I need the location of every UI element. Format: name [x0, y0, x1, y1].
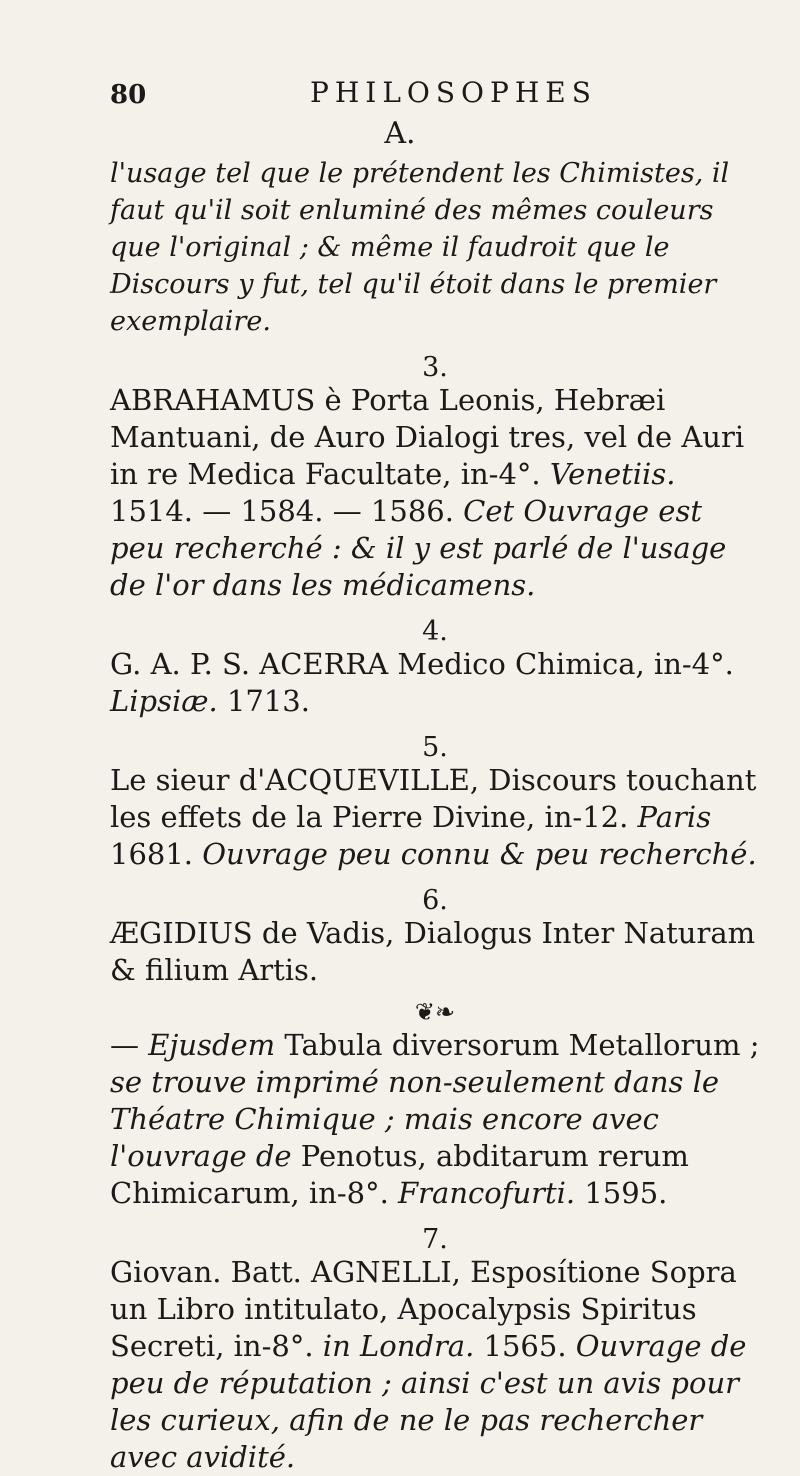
entry-author: ACERRA	[259, 647, 389, 681]
entry-dates: 1713.	[217, 684, 310, 718]
entry-prefix: Le sieur d'	[110, 763, 266, 797]
entry-author: ABRAHAMUS	[110, 383, 316, 417]
page-content	[110, 155, 760, 1476]
subentry-ejusdem: Ejusdem	[148, 1028, 276, 1062]
page-number: 80	[110, 80, 147, 110]
subentry-dash: —	[110, 1028, 149, 1062]
subentry-title: Tabula diversorum Metallorum ;	[275, 1028, 760, 1062]
subentry-title-2: Penotus, abditarum rerum Chimicarum, in-8°.	[110, 1139, 689, 1210]
entry-number: 7.	[422, 1224, 448, 1255]
subentry-dates: 1595.	[575, 1176, 668, 1210]
entry-number: 5.	[422, 732, 448, 763]
entry-place: Venetiis.	[540, 457, 676, 491]
entry-place: Paris	[628, 800, 712, 834]
ornament-icon: ❦❧	[414, 998, 456, 1026]
page-header	[110, 76, 750, 120]
entry-author: AGNELLI	[311, 1255, 452, 1289]
entry-dates: 1681.	[110, 837, 194, 871]
entry-title: de Vadis, Dialogus Inter Naturam & filium Artis.	[110, 916, 756, 987]
entry-note: Cet Ouvrage est peu recherché : & il y est parlé de l'usage de l'or dans les médicamens.	[110, 494, 727, 602]
entry-prefix: G. A. P. S.	[110, 647, 260, 681]
entry-note: Ouvrage peu connu & peu recherché.	[193, 837, 757, 871]
bibliography-entry	[110, 1254, 760, 1476]
entry-title: , Discours touchant les effets de la Pierre Divine, in-12.	[110, 763, 757, 834]
entry-place: in Londra.	[313, 1329, 475, 1363]
bibliography-entry	[110, 915, 760, 989]
entry-dates: 1514. — 1584. — 1586.	[110, 494, 454, 528]
intro-paragraph: l'usage tel que le prétendent les Chimistes, il faut qu'il soit enluminé des mêmes couleurs que l'original ; & même il faudroit que le Discours y fut, tel qu'il étoit dans le premier exemplaire.	[110, 158, 730, 337]
entry-author: ÆGIDIUS	[110, 916, 253, 950]
entry-note: Ouvrage de peu de réputation ; ainsi c'est un avis pour les curieux, afin de ne le pas rechercher avec avidité.	[110, 1329, 747, 1474]
entry-title: Medico Chimica, in-4°.	[388, 647, 734, 681]
entry-number: 4.	[422, 616, 448, 647]
entry-title: , Esposítione Sopra un Libro intitulato, Apocalypsis Spiritus Secreti, in-8°.	[110, 1255, 737, 1363]
bibliography-entry	[110, 762, 760, 873]
section-letter: A.	[384, 116, 416, 151]
entry-prefix: Giovan. Batt.	[110, 1255, 312, 1289]
entry-dates: 1565.	[474, 1329, 567, 1363]
running-title: PHILOSOPHES	[310, 76, 597, 109]
bibliography-entry	[110, 646, 760, 720]
entry-title: è Porta Leonis, Hebræi Mantuani, de Auro Dialogi tres, vel de Auri in re Medica Facultate, in-4°.	[110, 383, 745, 491]
subentry-place: Francofurti.	[388, 1176, 576, 1210]
bibliography-entry	[110, 382, 760, 604]
entry-number: 3.	[422, 352, 448, 383]
subentry-note: se trouve imprimé non-seulement dans le Théatre Chimique ; mais encore avec l'ouvrage de	[110, 1065, 720, 1173]
entry-place: Lipsiæ.	[110, 684, 218, 718]
entry-author: ACQUEVILLE	[265, 763, 470, 797]
bibliography-subentry	[110, 1027, 760, 1212]
entry-number: 6.	[422, 885, 448, 916]
